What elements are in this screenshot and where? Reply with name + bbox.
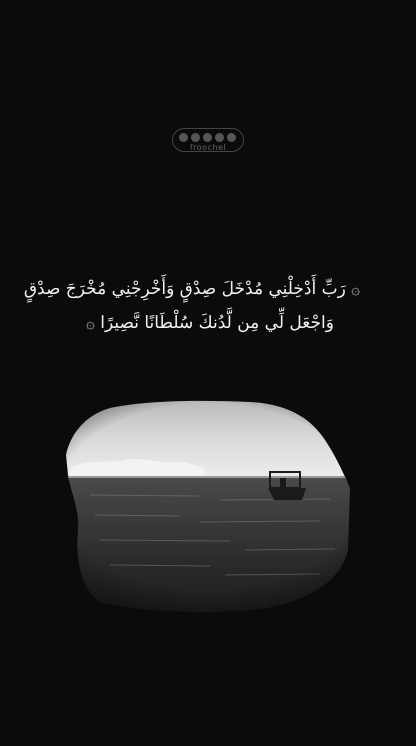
social-icon xyxy=(191,133,200,142)
verse-text-1: رَبِّ أَدْخِلْنِي مُدْخَلَ صِدْقٍ وَأَخْرِجْنِي مُخْرَجَ صِدْقٍ xyxy=(23,279,346,299)
quran-verse xyxy=(23,272,360,340)
ornament-close-icon: ۞ xyxy=(86,314,95,332)
social-icon xyxy=(227,133,236,142)
watermark-brand: froochel xyxy=(189,143,227,152)
cave-sea-scene xyxy=(0,380,416,640)
social-icon xyxy=(203,133,212,142)
watermark-icons xyxy=(179,133,236,142)
ornament-open-icon: ۞ xyxy=(351,280,360,298)
social-icon xyxy=(215,133,224,142)
watermark-badge xyxy=(172,128,244,152)
verse-line-1 xyxy=(23,272,360,306)
social-icon xyxy=(179,133,188,142)
verse-line-2 xyxy=(60,306,360,340)
verse-text-2: وَاجْعَل لِّي مِن لَّدُنكَ سُلْطَانًا نَّصِيرًا xyxy=(100,313,334,333)
